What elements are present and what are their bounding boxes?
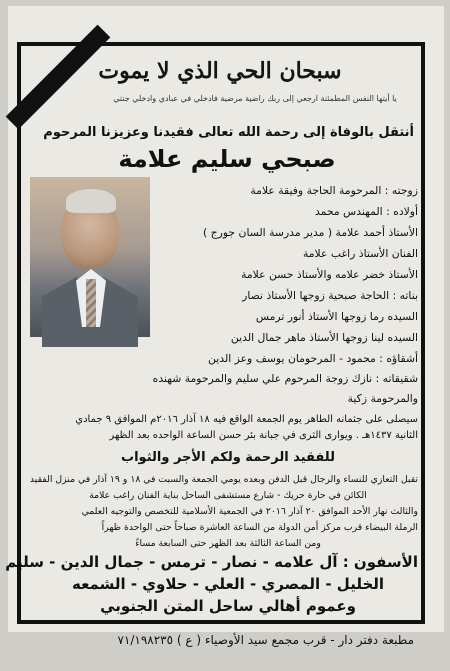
intro-line: أنتقل بالوفاة إلى رحمة الله تعالى فقيدنا وعزيزنا المرحوم bbox=[43, 125, 414, 140]
children-line-3: الفنان الأستاذ راغب علامة bbox=[302, 247, 418, 260]
condolence-line-1: تقبل التعازي للنساء والرجال قبل الدفن وبعده يومي الجمعة والسبت في ١٨ و ١٩ آذار في منزل الفقيد bbox=[29, 474, 418, 485]
brothers-line: أشقاؤه : محمود - المرحومان يوسف وعز الدين bbox=[208, 352, 418, 365]
daughters-line-2: السيده رما زوجها الأستاذ أنور ترمس bbox=[255, 310, 418, 323]
printer-footer: مطبعة دفتر دار - قرب مجمع سيد الأوصياء ( ع ) ٧١/١٩٨٢٣٥ bbox=[117, 633, 414, 647]
mourning-ribbon bbox=[15, 40, 93, 118]
daughters-line-1: بناته : الحاجة صبحية زوجها الأستاذ نصار bbox=[242, 289, 418, 302]
condolence-line-4: الرملة البيضاء قرب مركز أمن الدولة من الساعة العاشرة صباحاً حتى الواحدة ظهراً bbox=[101, 522, 418, 533]
deceased-photo bbox=[30, 177, 150, 337]
mourners-line-1: الأسفون : آل علامه - نصار - ترمس - جمال الدين - سليم bbox=[5, 553, 418, 571]
daughters-line-3: السيده لينا زوجها الأستاذ ماهر جمال الدين bbox=[230, 331, 418, 344]
funeral-line-2: الثانية ١٤٣٧هـ . ويوارى الثرى في جبانة بئر حسن الساعة الواحده بعد الظهر bbox=[109, 430, 418, 441]
condolence-line-2: الكائن في حارة حريك - شارع مستشفى الساحل بناية الفنان راغب علامة bbox=[89, 490, 367, 501]
photo-tie bbox=[86, 279, 96, 327]
funeral-line-1: سيصلى على جثمانه الطاهر يوم الجمعة الواقع فيه ١٨ آذار ٢٠١٦م الموافق ٩ جمادي bbox=[75, 414, 418, 425]
condolence-line-5: ومن الساعة الثالثة بعد الظهر حتى السابعة مساءً bbox=[135, 538, 321, 549]
sisters-line-2: والمرحومة زكية bbox=[347, 392, 418, 405]
header-subverse: يا أيتها النفس المطمئنة ارجعي إلى ربك راضية مرضية فادخلي في عبادي وادخلي جنتي bbox=[113, 94, 397, 103]
mourners-line-2: الخليل - المصري - العلي - حلاوي - الشمعه bbox=[71, 575, 385, 593]
children-line-4: الأستاذ خضر علامه والأستاذ حسن علامة bbox=[241, 268, 418, 281]
children-line-2: الأستاذ أحمد علامة ( مدير مدرسة السان جورج ) bbox=[203, 226, 418, 239]
spouse-line: زوجته : المرحومة الحاجة وفيقة علامة bbox=[250, 184, 418, 197]
sisters-line: شقيقاته : نازك زوجة المرحوم علي سليم والمرحومة شهنده bbox=[152, 372, 418, 385]
condolence-line-3: والثالث نهار الأحد الموافق ٢٠ آذار ٢٠١٦ في الجمعية الأسلامية للتخصص والتوجيه العلمي bbox=[81, 506, 418, 517]
header-verse: سبحان الحي الذي لا يموت bbox=[98, 58, 342, 84]
mourners-line-3: وعموم أهالي ساحل المتن الجنوبي bbox=[100, 597, 356, 615]
children-line: أولاده : المهندس محمد bbox=[314, 205, 418, 218]
photo-hair bbox=[66, 189, 116, 213]
deceased-name: صبحي سليم علامة bbox=[118, 145, 336, 173]
prayer-line: للفقيد الرحمة ولكم الأجر والثواب bbox=[121, 450, 335, 465]
